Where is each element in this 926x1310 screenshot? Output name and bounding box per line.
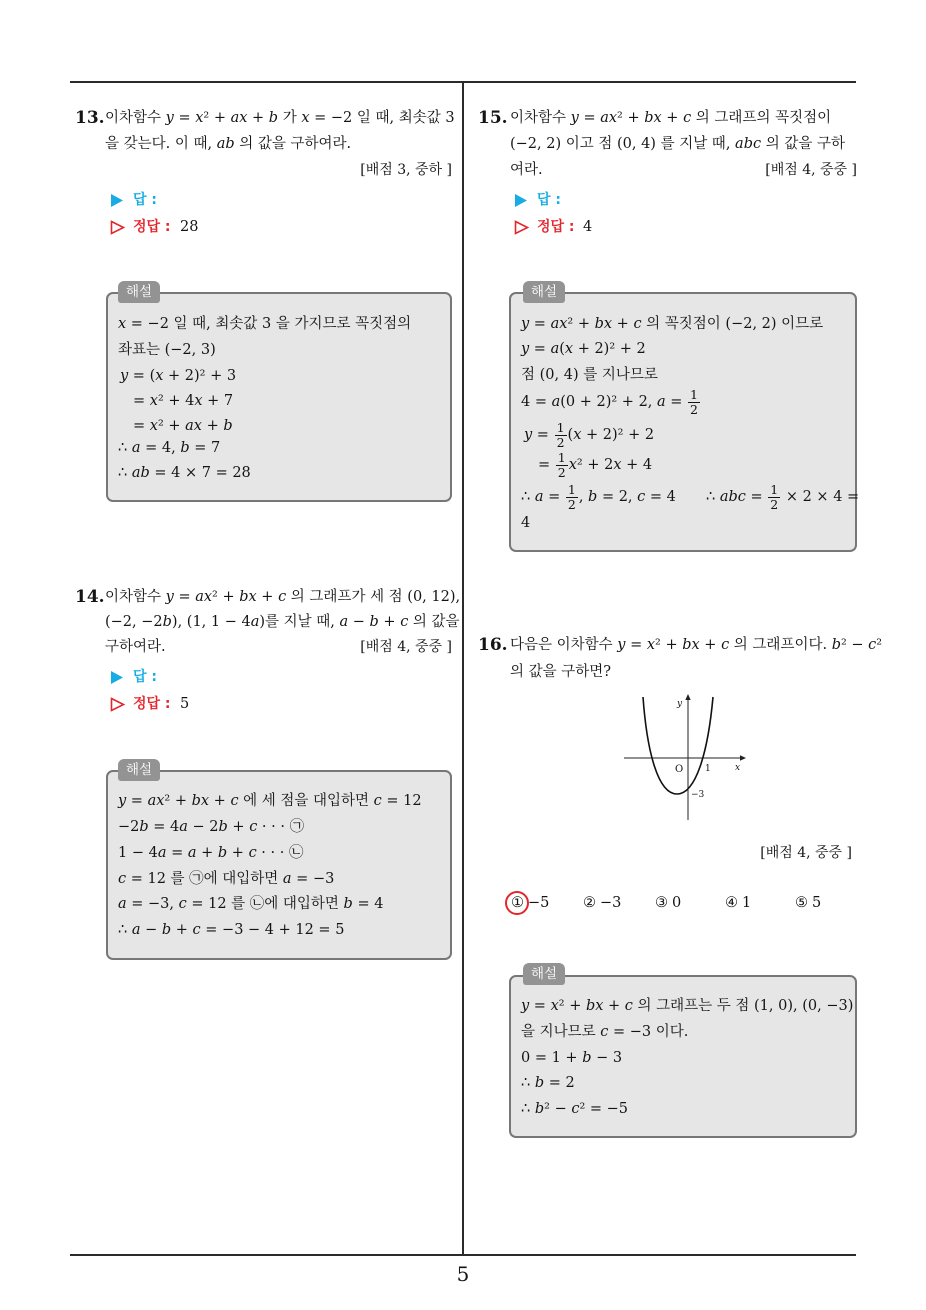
solution-line: ∴ ab = 4 × 7 = 28 — [118, 465, 251, 481]
score-label: [배점 4, 중중 ] — [760, 845, 852, 861]
solution-line: ∴ b² − c² = −5 — [521, 1101, 629, 1117]
solution-line: 을 지나므로 c = −3 이다. — [521, 1024, 689, 1040]
correct-answer-value: 4 — [583, 219, 593, 235]
solution-line: 0 = 1 + b − 3 — [521, 1050, 623, 1066]
solution-line — [538, 450, 854, 480]
solution-line: y = ax² + bx + c 에 세 점을 대입하면 c = 12 — [118, 793, 422, 809]
selected-answer-circle — [505, 891, 529, 915]
choice-mark — [655, 893, 668, 913]
choice-number: ③ — [655, 895, 668, 911]
expression-text: 4 = a(0 + 2)² + 2, a = — [521, 394, 688, 410]
expression-text: (x + 2)² + 2 — [567, 427, 655, 443]
page-number: 5 — [456, 1262, 470, 1286]
solution-line: 4 — [521, 515, 531, 531]
solution-line: ∴ a = 4, b = 7 — [118, 440, 221, 456]
choice-mark — [583, 893, 596, 913]
question-line: 이차함수 y = x² + ax + b 가 x = −2 일 때, 최솟값 3 — [105, 110, 455, 126]
solution-tab: 해설 — [523, 963, 565, 985]
solution-line: x = −2 일 때, 최솟값 3 을 가지므로 꼭짓점의 — [118, 316, 412, 332]
solution-line: −2b = 4a − 2b + c · · · ㉠ — [118, 819, 305, 835]
correct-answer-label: 정답 : — [133, 219, 171, 235]
y-axis-arrow-icon — [685, 694, 690, 700]
fraction-numerator: 1 — [770, 481, 779, 497]
y-tick-label: −3 — [691, 790, 705, 800]
score-label: [배점 4, 중중 ] — [360, 639, 452, 655]
problem-number: 15. — [478, 108, 508, 128]
solution-line: = x² + 4x + 7 — [133, 393, 234, 409]
choice-value: 0 — [672, 895, 682, 911]
question-line: 여라. — [510, 162, 543, 178]
choice-option — [511, 893, 549, 913]
choice-number: ① — [511, 895, 524, 911]
choice-mark — [795, 893, 808, 913]
correct-answer-arrow-icon — [514, 220, 529, 235]
solution-line: c = 12 를 ㉠에 대입하면 a = −3 — [118, 871, 335, 887]
expression-text: × 2 × 4 = — [781, 489, 860, 505]
correct-answer-label: 정답 : — [537, 219, 575, 235]
x-axis-label: x — [735, 763, 741, 773]
question-line: 이차함수 y = ax² + bx + c 의 그래프가 세 점 (0, 12), — [105, 589, 461, 605]
choice-number: ② — [583, 895, 596, 911]
correct-answer-label: 정답 : — [133, 696, 171, 712]
fraction-numerator: 1 — [567, 481, 576, 497]
problem-number: 13. — [75, 108, 105, 128]
score-label: [배점 3, 중하 ] — [360, 162, 452, 178]
solution-line: y = a(x + 2)² + 2 — [521, 341, 646, 357]
expression-text: = — [538, 457, 555, 473]
question-line: 구하여라. — [105, 639, 166, 655]
solution-tab: 해설 — [118, 759, 160, 781]
solution-line: ∴ a − b + c = −3 − 4 + 12 = 5 — [118, 922, 345, 938]
solution-tab: 해설 — [523, 281, 565, 303]
solution-line — [521, 387, 854, 417]
solution-line — [521, 482, 701, 512]
choice-value: −5 — [528, 895, 550, 911]
fraction — [555, 419, 567, 450]
question-line: 의 값을 구하면? — [510, 664, 612, 680]
choice-option — [583, 893, 621, 913]
fraction-numerator: 1 — [557, 449, 566, 465]
choice-number: ④ — [725, 895, 738, 911]
solution-line: a = −3, c = 12 를 ㉡에 대입하면 b = 4 — [118, 896, 384, 912]
answer-label: 답 : — [133, 669, 157, 685]
fraction-denominator: 2 — [556, 434, 565, 450]
solution-tab: 해설 — [118, 281, 160, 303]
solution-line: y = (x + 2)² + 3 — [120, 368, 237, 384]
choice-value: 5 — [812, 895, 822, 911]
solution-line — [524, 420, 854, 450]
expression-text: y = — [524, 427, 554, 443]
choice-value: 1 — [742, 895, 752, 911]
answer-arrow-icon — [110, 670, 125, 685]
score-label: [배점 4, 중중 ] — [765, 162, 857, 178]
choice-option — [725, 893, 751, 913]
solution-line: 점 (0, 4) 를 지나므로 — [521, 367, 658, 383]
solution-line: = x² + ax + b — [133, 418, 233, 434]
solution-line — [706, 481, 860, 512]
answer-arrow-icon — [514, 193, 529, 208]
solution-line: ∴ b = 2 — [521, 1075, 575, 1091]
problem-number: 14. — [75, 587, 105, 607]
fraction-denominator: 2 — [557, 464, 566, 480]
fraction-denominator: 2 — [690, 401, 698, 417]
choice-number: ⑤ — [795, 895, 808, 911]
correct-answer-arrow-icon — [110, 697, 125, 712]
expression-text: ∴ a = — [521, 489, 565, 505]
solution-line: 1 − 4a = a + b + c · · · ㉡ — [118, 845, 304, 861]
bottom-rule — [70, 1254, 856, 1256]
question-line: (−2, −2b), (1, 1 − 4a)를 지날 때, a − b + c 의 값을 — [105, 614, 460, 630]
solution-line: y = ax² + bx + c 의 꼭짓점이 (−2, 2) 이므로 — [521, 316, 824, 332]
origin-label: O — [675, 764, 684, 775]
correct-answer-arrow-icon — [110, 220, 125, 235]
expression-text: x² + 2x + 4 — [568, 457, 653, 473]
fraction — [556, 449, 568, 480]
question-line: 을 갖는다. 이 때, ab 의 값을 구하여라. — [105, 136, 352, 152]
correct-answer-value: 28 — [180, 219, 199, 235]
column-divider — [462, 82, 464, 1255]
expression-text: , b = 2, c = 4 — [578, 489, 676, 505]
x-tick-label: 1 — [705, 764, 711, 774]
solution-line: y = x² + bx + c 의 그래프는 두 점 (1, 0), (0, −3) — [521, 998, 854, 1014]
choice-mark — [511, 893, 524, 913]
choice-value: −3 — [600, 895, 622, 911]
question-line: 이차함수 y = ax² + bx + c 의 그래프의 꼭짓점이 — [510, 110, 832, 126]
choice-option — [655, 893, 681, 913]
problem-number: 16. — [478, 635, 508, 655]
fraction — [768, 481, 780, 512]
choice-option — [795, 893, 821, 913]
question-line: (−2, 2) 이고 점 (0, 4) 를 지날 때, abc 의 값을 구하 — [510, 136, 845, 152]
parabola-curve — [643, 697, 713, 794]
choice-mark — [725, 893, 738, 913]
y-axis-label: y — [677, 699, 683, 709]
expression-text: ∴ abc = — [706, 489, 768, 505]
solution-line: 좌표는 (−2, 3) — [118, 342, 216, 358]
fraction-denominator: 2 — [567, 496, 576, 512]
fraction-denominator: 2 — [770, 496, 779, 512]
fraction-numerator: 1 — [690, 386, 698, 402]
answer-arrow-icon — [110, 193, 125, 208]
fraction — [688, 386, 700, 417]
x-axis-arrow-icon — [740, 755, 746, 760]
question-line: 다음은 이차함수 y = x² + bx + c 의 그래프이다. b² − c² — [510, 637, 883, 653]
fraction-numerator: 1 — [556, 419, 565, 435]
parabola-graph — [620, 692, 748, 824]
fraction — [566, 481, 578, 512]
correct-answer-value: 5 — [180, 696, 190, 712]
answer-label: 답 : — [133, 192, 157, 208]
answer-label: 답 : — [537, 192, 561, 208]
